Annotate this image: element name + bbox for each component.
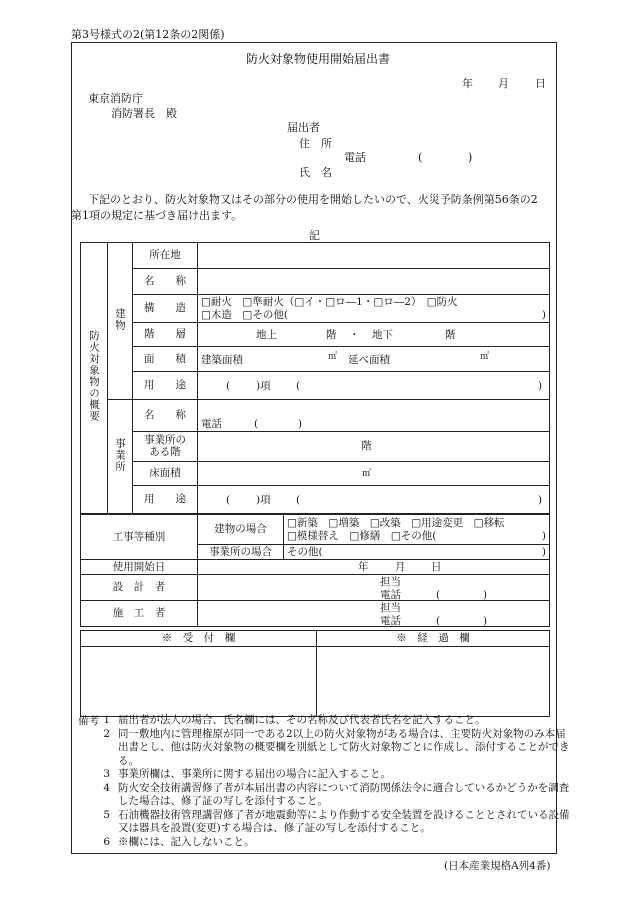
applicant-name-label: 氏 名 — [299, 166, 332, 179]
use-close: ) — [538, 380, 543, 392]
designer-phone: 電話 — [380, 589, 401, 601]
start-date-year: 年 — [358, 561, 369, 573]
start-date-field[interactable] — [198, 560, 550, 575]
applicant-phone-label: 電話 — [344, 151, 366, 164]
business-label: 事業所 — [108, 400, 133, 514]
business-name-label: 名 称 — [133, 400, 198, 432]
notes-label: 備考 — [78, 715, 99, 727]
progress-header: ※ 経 過 欄 — [317, 631, 550, 647]
business-use-kou: )項 — [256, 494, 271, 506]
business-floor-unit: 階 — [361, 440, 372, 453]
date-day: 日 — [535, 77, 546, 90]
constructor-label: 施 工 者 — [81, 601, 198, 627]
applicant-address-label: 住 所 — [299, 137, 332, 150]
business-phone-label: 電話 — [201, 418, 222, 430]
floors-label: 階 層 — [133, 323, 198, 347]
constructor-phone-open: ( — [436, 615, 441, 627]
intro-line-1: 下記のとおり、防火対象物又はその部分の使用を開始したいので、火災予防条例第56条の2 — [88, 193, 538, 206]
structure-close: ) — [541, 308, 546, 321]
reception-header: ※ 受 付 欄 — [81, 631, 317, 647]
business-use-field[interactable] — [198, 486, 550, 514]
constructor-phone: 電話 — [380, 615, 401, 627]
use-field[interactable] — [198, 372, 550, 400]
business-phone-open: ( — [254, 418, 259, 430]
location-field[interactable] — [198, 243, 550, 269]
area-building: 建築面積 — [201, 354, 243, 366]
structure-label: 構 造 — [133, 295, 198, 323]
building-case-line-1: □新築 □増築 □改築 □用途変更 □移転 — [287, 517, 505, 530]
building-name-label: 名 称 — [133, 269, 198, 295]
business-use-label: 用 途 — [133, 486, 198, 514]
intro-line-2: 第1項の規定に基づき届け出ます。 — [71, 209, 243, 222]
floors-above: 地上 — [256, 329, 277, 341]
start-date-day: 日 — [431, 561, 442, 573]
area-unit-2: ㎡ — [480, 352, 490, 362]
floors-dot: ・ — [349, 329, 360, 341]
applicant-label: 届出者 — [287, 121, 320, 134]
business-name-field[interactable] — [198, 400, 550, 432]
business-case-other: その他( — [287, 545, 323, 558]
note-item: 2 同一敷地内に管理権原が同一である2以上の防火対象物がある場合は、主要防火対象物のみ本届出書とし、他は防火対象物の概要欄を別紙として防火対象物ごとに作成し、添付することができる。 — [103, 727, 570, 767]
designer-phone-close: ) — [483, 589, 488, 601]
start-date-label: 使用開始日 — [81, 560, 198, 575]
building-case-label: 建物の場合 — [198, 515, 284, 545]
constructor-tanto: 担当 — [380, 602, 401, 614]
location-label: 所在地 — [133, 243, 198, 269]
form-id: 第3号様式の2(第12条の2関係) — [71, 28, 225, 41]
reception-field — [81, 647, 317, 717]
business-phone-close: ) — [298, 418, 303, 430]
floor-area-unit: ㎡ — [361, 469, 371, 480]
form-title: 防火対象物使用開始届出書 — [246, 52, 391, 66]
note-item: 4 防火安全技術講習修了者が本届出書の内容について消防関係法令に適合しているかどうかを調査した場合は、修了証の写しを添付すること。 — [103, 781, 570, 807]
note-item: 6 ※欄には、記入しないこと。 — [103, 835, 255, 848]
ki-mark: 記 — [309, 229, 320, 242]
progress-field — [317, 647, 550, 717]
designer-phone-open: ( — [436, 589, 441, 601]
outline-table — [80, 242, 550, 514]
use-label: 用 途 — [133, 372, 198, 400]
applicant-phone-close: ) — [468, 151, 473, 164]
date-month: 月 — [498, 77, 509, 90]
designer-label: 設 計 者 — [81, 575, 198, 601]
structure-line-2: □木造 □その他( — [201, 308, 288, 321]
start-date-month: 月 — [395, 561, 406, 573]
business-case-label: 事業所の場合 — [198, 545, 284, 560]
constructor-phone-close: ) — [483, 615, 488, 627]
structure-line-1: □耐火 □準耐火（□イ・□ロ―1・□ロ―2） □防火 — [201, 296, 458, 309]
building-name-field[interactable] — [198, 269, 550, 295]
building-case-close: ) — [541, 529, 546, 542]
designer-field[interactable] — [198, 575, 550, 601]
constructor-field[interactable] — [198, 601, 550, 627]
use-kou: )項 — [256, 380, 271, 392]
business-use-open-2: ( — [296, 494, 301, 506]
addressee-chief: 消防署長 殿 — [111, 107, 177, 120]
note-item: 3 事業所欄は、事業所に関する届出の場合に記入すること。 — [103, 768, 391, 780]
building-label: 建物 — [108, 243, 133, 400]
use-open-2: ( — [296, 380, 301, 392]
note-item: 1 届出者が法人の場合、氏名欄には、その名称及び代表者氏名を記入すること。 — [103, 714, 486, 726]
building-case-options[interactable] — [284, 515, 550, 545]
notes-list — [92, 714, 572, 849]
business-floor-field[interactable] — [198, 432, 550, 462]
area-unit-1: ㎡ — [328, 352, 338, 362]
office-table — [80, 630, 550, 717]
use-open: ( — [226, 380, 231, 392]
area-field[interactable] — [198, 347, 550, 372]
footer-note: (日本産業規格A列4番) — [444, 860, 551, 872]
floor-area-label: 床面積 — [133, 462, 198, 486]
area-total: 延べ面積 — [348, 354, 390, 366]
business-use-open: ( — [226, 494, 231, 506]
floors-kai-2: 階 — [445, 329, 456, 341]
business-floor-label: 事業所の ある階 — [133, 432, 198, 462]
floors-below: 地下 — [372, 329, 393, 341]
work-type-label: 工事等種別 — [81, 515, 198, 560]
floors-field[interactable] — [198, 323, 550, 347]
business-case-close: ) — [541, 545, 546, 558]
business-case-field[interactable] — [284, 545, 550, 560]
floors-kai-1: 階 — [326, 329, 337, 341]
work-table — [80, 514, 550, 627]
structure-options[interactable] — [198, 295, 550, 323]
floor-area-field[interactable] — [198, 462, 550, 486]
addressee-org: 東京消防庁 — [88, 92, 143, 105]
note-item: 5 石油機器技術管理講習修了者が地震動等により作動する安全装置を設けることとされている設備又は器具を設置(変更)する場合は、修了証の写しを添付すること。 — [103, 808, 570, 834]
designer-tanto: 担当 — [380, 576, 401, 588]
area-label: 面 積 — [133, 347, 198, 372]
business-use-close: ) — [538, 494, 543, 506]
date-year: 年 — [462, 77, 473, 90]
outline-label: 防火対象物の概要 — [81, 243, 108, 514]
applicant-phone-open: ( — [418, 151, 423, 164]
building-case-line-2: □模様替え □修繕 □その他( — [287, 529, 437, 542]
